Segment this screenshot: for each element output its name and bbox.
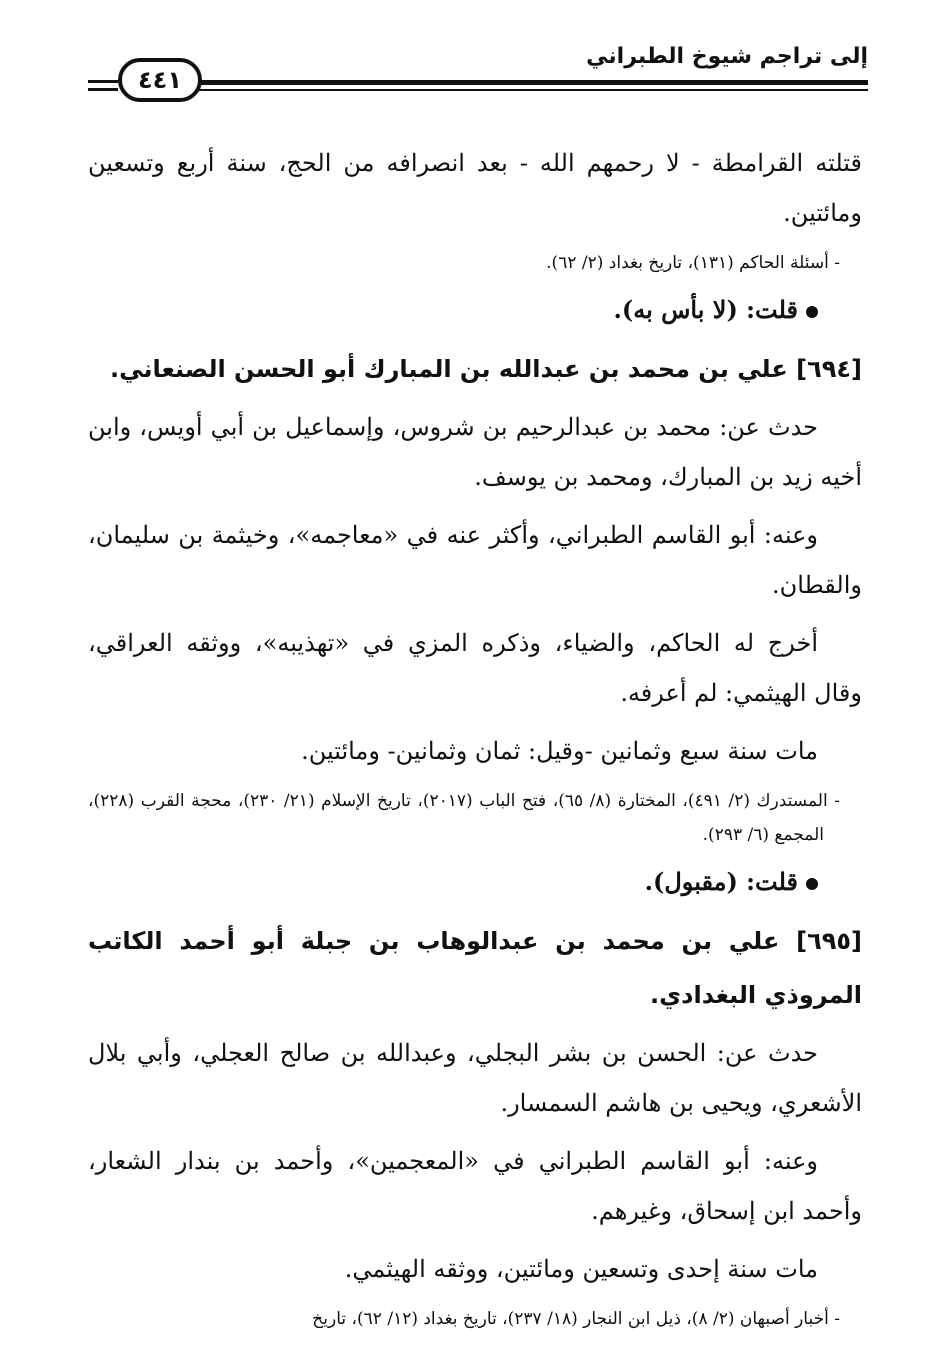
paragraph: وعنه: أبو القاسم الطبراني، وأكثر عنه في «معاجمه»، وخيثمة بن سليمان، والقطان.	[88, 521, 862, 599]
paragraph: مات سنة سبع وثمانين -وقيل: ثمان وثمانين- ومائتين.	[301, 737, 818, 765]
header-rule-left-bottom	[88, 88, 118, 91]
verdict-text: قلت: (مقبول).	[644, 867, 798, 896]
paragraph: حدث عن: محمد بن عبدالرحيم بن شروس، وإسماعيل بن أبي أويس، وابن أخيه زيد بن المبارك، ومحمد بن يوسف.	[88, 413, 862, 491]
paragraph: أخرج له الحاكم، والضياء، وذكره المزي في «تهذيبه»، ووثقه العراقي، وقال الهيثمي: لم أعرفه.	[88, 629, 862, 707]
page-header	[88, 40, 868, 110]
paragraph: حدث عن: الحسن بن بشر البجلي، وعبدالله بن صالح العجلي، وأبي بلال الأشعري، ويحيى بن هاشم السمسار.	[88, 1039, 862, 1117]
page-number: ٤٤١	[118, 58, 202, 102]
header-rule-left-top	[88, 80, 118, 83]
header-rule-thin	[198, 89, 868, 91]
paragraph: وعنه: أبو القاسم الطبراني في «المعجمين»، وأحمد بن بندار الشعار، وأحمد ابن إسحاق، وغيرهم.	[88, 1147, 862, 1225]
page-content	[88, 138, 862, 1344]
entry-heading: [٦٩٥] علي بن محمد بن عبدالوهاب بن جبلة أبو أحمد الكاتب المروذي البغدادي.	[88, 927, 862, 1009]
bullet-icon	[806, 306, 818, 318]
footnote-sources: - المستدرك (٢/ ٤٩١)، المختارة (٨/ ٦٥)، فتح الباب (٢٠١٧)، تاريخ الإسلام (٢١/ ٢٣٠)، محجة القرب (٢٢٨)، المجمع (٦/ ٢٩٣).	[88, 791, 840, 845]
paragraph: مات سنة إحدى وتسعين ومائتين، ووثقه الهيثمي.	[344, 1255, 818, 1283]
footnote-sources: - أسئلة الحاكم (١٣١)، تاريخ بغداد (٢/ ٦٢).	[546, 253, 840, 273]
header-rule-thick	[198, 80, 868, 85]
paragraph: قتلته القرامطة - لا رحمهم الله - بعد انصرافه من الحج، سنة أربع وتسعين ومائتين.	[88, 149, 862, 227]
entry-heading: [٦٩٤] علي بن محمد بن عبدالله بن المبارك أبو الحسن الصنعاني.	[110, 355, 862, 383]
verdict	[88, 860, 862, 904]
verdict-text: قلت: (لا بأس به).	[613, 295, 798, 324]
bullet-icon	[806, 878, 818, 890]
verdict	[88, 288, 862, 332]
footnote-sources: - أخبار أصبهان (٢/ ٨)، ذيل ابن النجار (١٨/ ٢٣٧)، تاريخ بغداد (١٢/ ٦٢)، تاريخ	[312, 1309, 840, 1329]
running-title: إلى تراجم شيوخ الطبراني	[586, 44, 868, 69]
